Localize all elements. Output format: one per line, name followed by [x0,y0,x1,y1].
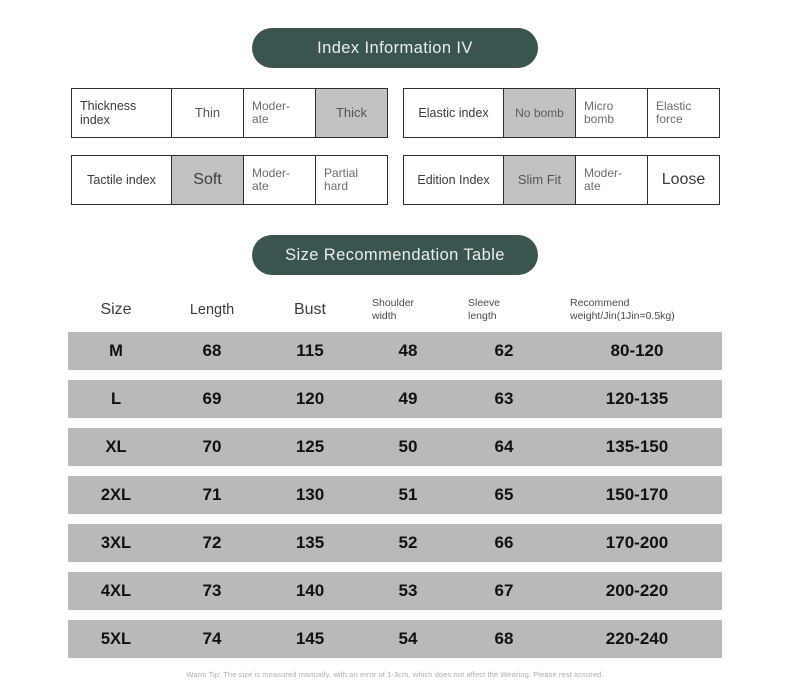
index-option-thickness-index-thin[interactable] [172,89,244,137]
size-recommendation-banner-label: Size Recommendation Table [285,245,505,264]
size-cell-label: 3XL [100,533,132,552]
size-cell-value: 52 [398,533,418,552]
header-label: Length [189,302,235,318]
size-cell-value: 68 [202,341,222,360]
index-option-tactile-index-soft[interactable] [172,156,244,204]
size-cell-label: 5XL [100,629,132,648]
index-option-elastic-index-no-bomb[interactable] [504,89,576,137]
index-option-tactile-index-partial-hard[interactable] [316,156,387,204]
index-option-label: Partial hard [324,166,359,193]
index-table-thickness [71,88,388,138]
index-option-label: Moder- ate [252,166,291,193]
size-cell-value: 135 [295,533,325,552]
index-option-edition-index-slim-fit[interactable] [504,156,576,204]
size-cell-label: 2XL [100,485,132,504]
size-cell-value: 50 [398,437,418,456]
warm-tip-text: Warm Tip: The size is measured manually, with an error of 1-3cm, which does not affect the Wearing. Please rest assured. [186,670,604,679]
size-table-header-bust [260,301,360,319]
table-row [68,524,722,562]
size-table-body [68,332,722,658]
size-cell-value: 220-240 [605,629,669,648]
size-cell-value: 150-170 [605,485,669,504]
index-table-elastic [403,88,720,138]
index-information-banner-label: Index Information IV [317,38,473,57]
index-option-label: Soft [193,170,222,188]
size-cell-value: 67 [494,581,514,600]
size-cell-label: M [109,341,123,360]
size-cell-value: 66 [494,533,514,552]
table-row [68,380,722,418]
size-cell-value: 51 [398,485,418,504]
size-cell-value: 74 [202,629,222,648]
size-cell-label: 4XL [100,581,132,600]
index-option-label: Moder- ate [252,99,291,126]
index-option-label: Moder- ate [584,166,623,193]
size-cell-value: 53 [398,581,418,600]
size-cell-value: 115 [296,341,324,360]
size-cell-value: 140 [295,581,325,600]
index-option-edition-index-moder-ate[interactable] [576,156,648,204]
size-recommendation-banner [252,235,538,275]
size-cell-value: 65 [494,485,514,504]
size-table-header-length [164,302,260,318]
index-option-label: Thin [194,105,221,121]
size-cell-value: 69 [202,389,222,408]
size-table-header-shoulder [360,297,456,323]
size-cell-label: L [110,389,122,408]
size-table-header-sleeve [456,297,552,323]
size-table-header-row [68,288,722,332]
index-option-elastic-index-micro-bomb[interactable] [576,89,648,137]
size-cell-value: 120 [295,389,325,408]
header-label: Size [100,301,132,318]
size-cell-value: 62 [494,341,514,360]
size-cell-value: 54 [398,629,418,648]
index-label-thickness-index: Thickness index [72,89,172,137]
index-option-label: Loose [661,170,706,188]
warm-tip-footer [0,670,790,679]
size-cell-value: 130 [295,485,325,504]
size-cell-value: 48 [398,341,418,360]
index-label-elastic-index: Elastic index [404,89,504,137]
index-option-elastic-index-elastic-force[interactable] [648,89,719,137]
index-information-banner [252,28,538,68]
index-label-tactile-index: Tactile index [72,156,172,204]
size-cell-value: 49 [398,389,418,408]
index-option-thickness-index-moder-ate[interactable] [244,89,316,137]
table-row [68,428,722,466]
size-cell-value: 73 [202,581,222,600]
header-label: Recommend weight/Jin(1Jin=0.5kg) [570,296,675,322]
table-row [68,620,722,658]
size-cell-value: 70 [202,437,222,456]
size-cell-value: 72 [202,533,222,552]
index-option-label: Thick [335,105,368,121]
size-recommendation-table [68,288,722,668]
size-cell-value: 120-135 [605,389,669,408]
index-table-edition [403,155,720,205]
index-option-thickness-index-thick[interactable] [316,89,387,137]
index-label-edition-index: Edition Index [404,156,504,204]
header-label: Bust [293,301,326,318]
size-cell-value: 64 [494,437,514,456]
table-row [68,332,722,370]
size-cell-value: 63 [494,389,514,408]
size-cell-value: 71 [202,485,222,504]
size-cell-value: 135-150 [605,437,669,456]
size-table-header-size [68,301,164,319]
table-row [68,572,722,610]
size-cell-value: 170-200 [605,533,669,552]
size-table-header-recommend [552,297,722,323]
size-cell-label: XL [105,437,127,456]
size-cell-value: 145 [295,629,325,648]
size-cell-value: 200-220 [605,581,669,600]
table-row [68,476,722,514]
size-cell-value: 80-120 [610,341,664,360]
index-table-tactile [71,155,388,205]
header-label: Shoulder width [372,296,415,322]
index-option-tactile-index-moder-ate[interactable] [244,156,316,204]
index-option-label: Slim Fit [517,172,562,188]
index-option-label: Micro bomb [584,99,615,126]
size-cell-value: 125 [295,437,325,456]
size-cell-value: 68 [494,629,514,648]
index-option-label: No bomb [515,105,564,120]
index-option-label: Elastic force [656,99,692,126]
header-label: Sleeve length [468,296,501,322]
index-option-edition-index-loose[interactable] [648,156,719,204]
